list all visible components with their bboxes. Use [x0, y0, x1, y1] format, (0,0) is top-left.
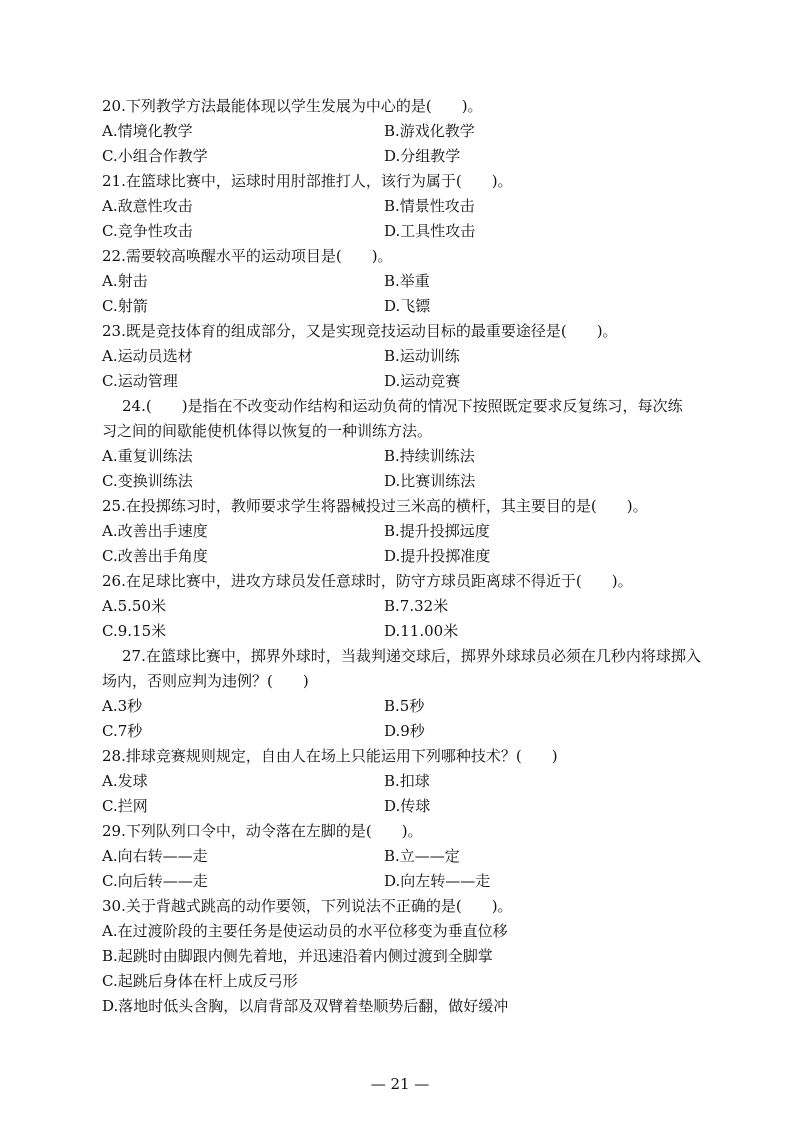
page-number: — 21 —	[370, 1075, 430, 1093]
question-26-stem: 26.在足球比赛中，进攻方球员发任意球时，防守方球员距离球不得近于( )。	[102, 572, 633, 590]
question-26-option-b: B.7.32米	[384, 597, 449, 615]
question-27-stem-line2: 场内，否则应判为违例？( )	[102, 672, 309, 690]
question-22-option-d: D.飞镖	[384, 297, 431, 315]
question-29-option-a: A.向右转——走	[102, 847, 208, 865]
question-28-option-c: C.拦网	[102, 797, 148, 815]
question-30-option-a: A.在过渡阶段的主要任务是使运动员的水平位移变为垂直位移	[102, 922, 508, 940]
question-29-option-d: D.向左转——走	[384, 872, 491, 890]
question-23-option-b: B.运动训练	[384, 347, 460, 365]
question-28-option-b: B.扣球	[384, 772, 430, 790]
question-28-option-a: A.发球	[102, 772, 148, 790]
question-23-option-d: D.运动竞赛	[384, 372, 461, 390]
question-28-option-d: D.传球	[384, 797, 431, 815]
question-20-option-a: A.情境化教学	[102, 122, 193, 140]
question-23-option-c: C.运动管理	[102, 372, 178, 390]
question-25-option-c: C.改善出手角度	[102, 547, 208, 565]
question-25-option-a: A.改善出手速度	[102, 522, 208, 540]
question-25-option-b: B.提升投掷远度	[384, 522, 490, 540]
question-24-option-a: A.重复训练法	[102, 447, 193, 465]
question-21-option-c: C.竞争性攻击	[102, 222, 193, 240]
question-23-stem: 23.既是竞技体育的组成部分，又是实现竞技运动目标的最重要途径是( )。	[102, 322, 618, 340]
question-29-option-b: B.立——定	[384, 847, 460, 865]
question-24-option-c: C.变换训练法	[102, 472, 193, 490]
question-29-option-c: C.向后转——走	[102, 872, 208, 890]
question-20-option-d: D.分组教学	[384, 147, 461, 165]
question-30-stem: 30.关于背越式跳高的动作要领，下列说法不正确的是( )。	[102, 897, 513, 915]
question-26-option-d: D.11.00米	[384, 622, 459, 640]
question-26-option-a: A.5.50米	[102, 597, 166, 615]
question-30-option-c: C.起跳后身体在杆上成反弓形	[102, 972, 298, 990]
question-27-option-b: B.5秒	[384, 697, 425, 715]
question-27-option-c: C.7秒	[102, 722, 143, 740]
question-29-stem: 29.下列队列口令中，动令落在左脚的是( )。	[102, 822, 423, 840]
question-24-stem-line1: 24.( )是指在不改变动作结构和运动负荷的情况下按照既定要求反复练习，每次练	[122, 397, 683, 415]
question-22-option-c: C.射箭	[102, 297, 148, 315]
question-27-option-d: D.9秒	[384, 722, 425, 740]
question-21-stem: 21.在篮球比赛中，运球时用肘部推打人，该行为属于( )。	[102, 172, 513, 190]
question-21-option-b: B.情景性攻击	[384, 197, 475, 215]
question-26-option-c: C.9.15米	[102, 622, 167, 640]
question-20-stem: 20.下列教学方法最能体现以学生发展为中心的是( )。	[102, 97, 483, 115]
question-22-option-a: A.射击	[102, 272, 148, 290]
question-25-stem: 25.在投掷练习时，教师要求学生将器械投过三米高的横杆，其主要目的是( )。	[102, 497, 648, 515]
question-24-option-b: B.持续训练法	[384, 447, 475, 465]
question-20-option-b: B.游戏化教学	[384, 122, 475, 140]
question-27-stem-line1: 27.在篮球比赛中，掷界外球时，当裁判递交球后，掷界外球球员必须在几秒内将球掷入	[122, 647, 701, 665]
question-22-option-b: B.举重	[384, 272, 430, 290]
question-23-option-a: A.运动员选材	[102, 347, 193, 365]
question-20-option-c: C.小组合作教学	[102, 147, 208, 165]
question-21-option-a: A.敌意性攻击	[102, 197, 193, 215]
question-24-stem-line2: 习之间的间歇能使机体得以恢复的一种训练方法。	[102, 422, 433, 440]
question-30-option-d: D.落地时低头含胸，以肩背部及双臂着垫顺势后翻，做好缓冲	[102, 997, 509, 1015]
question-25-option-d: D.提升投掷准度	[384, 547, 491, 565]
question-27-option-a: A.3秒	[102, 697, 143, 715]
question-22-stem: 22.需要较高唤醒水平的运动项目是( )。	[102, 247, 393, 265]
question-30-option-b: B.起跳时由脚跟内侧先着地，并迅速沿着内侧过渡到全脚掌	[102, 947, 493, 965]
question-28-stem: 28.排球竞赛规则规定，自由人在场上只能运用下列哪种技术？( )	[102, 747, 558, 765]
question-21-option-d: D.工具性攻击	[384, 222, 476, 240]
question-24-option-d: D.比赛训练法	[384, 472, 476, 490]
